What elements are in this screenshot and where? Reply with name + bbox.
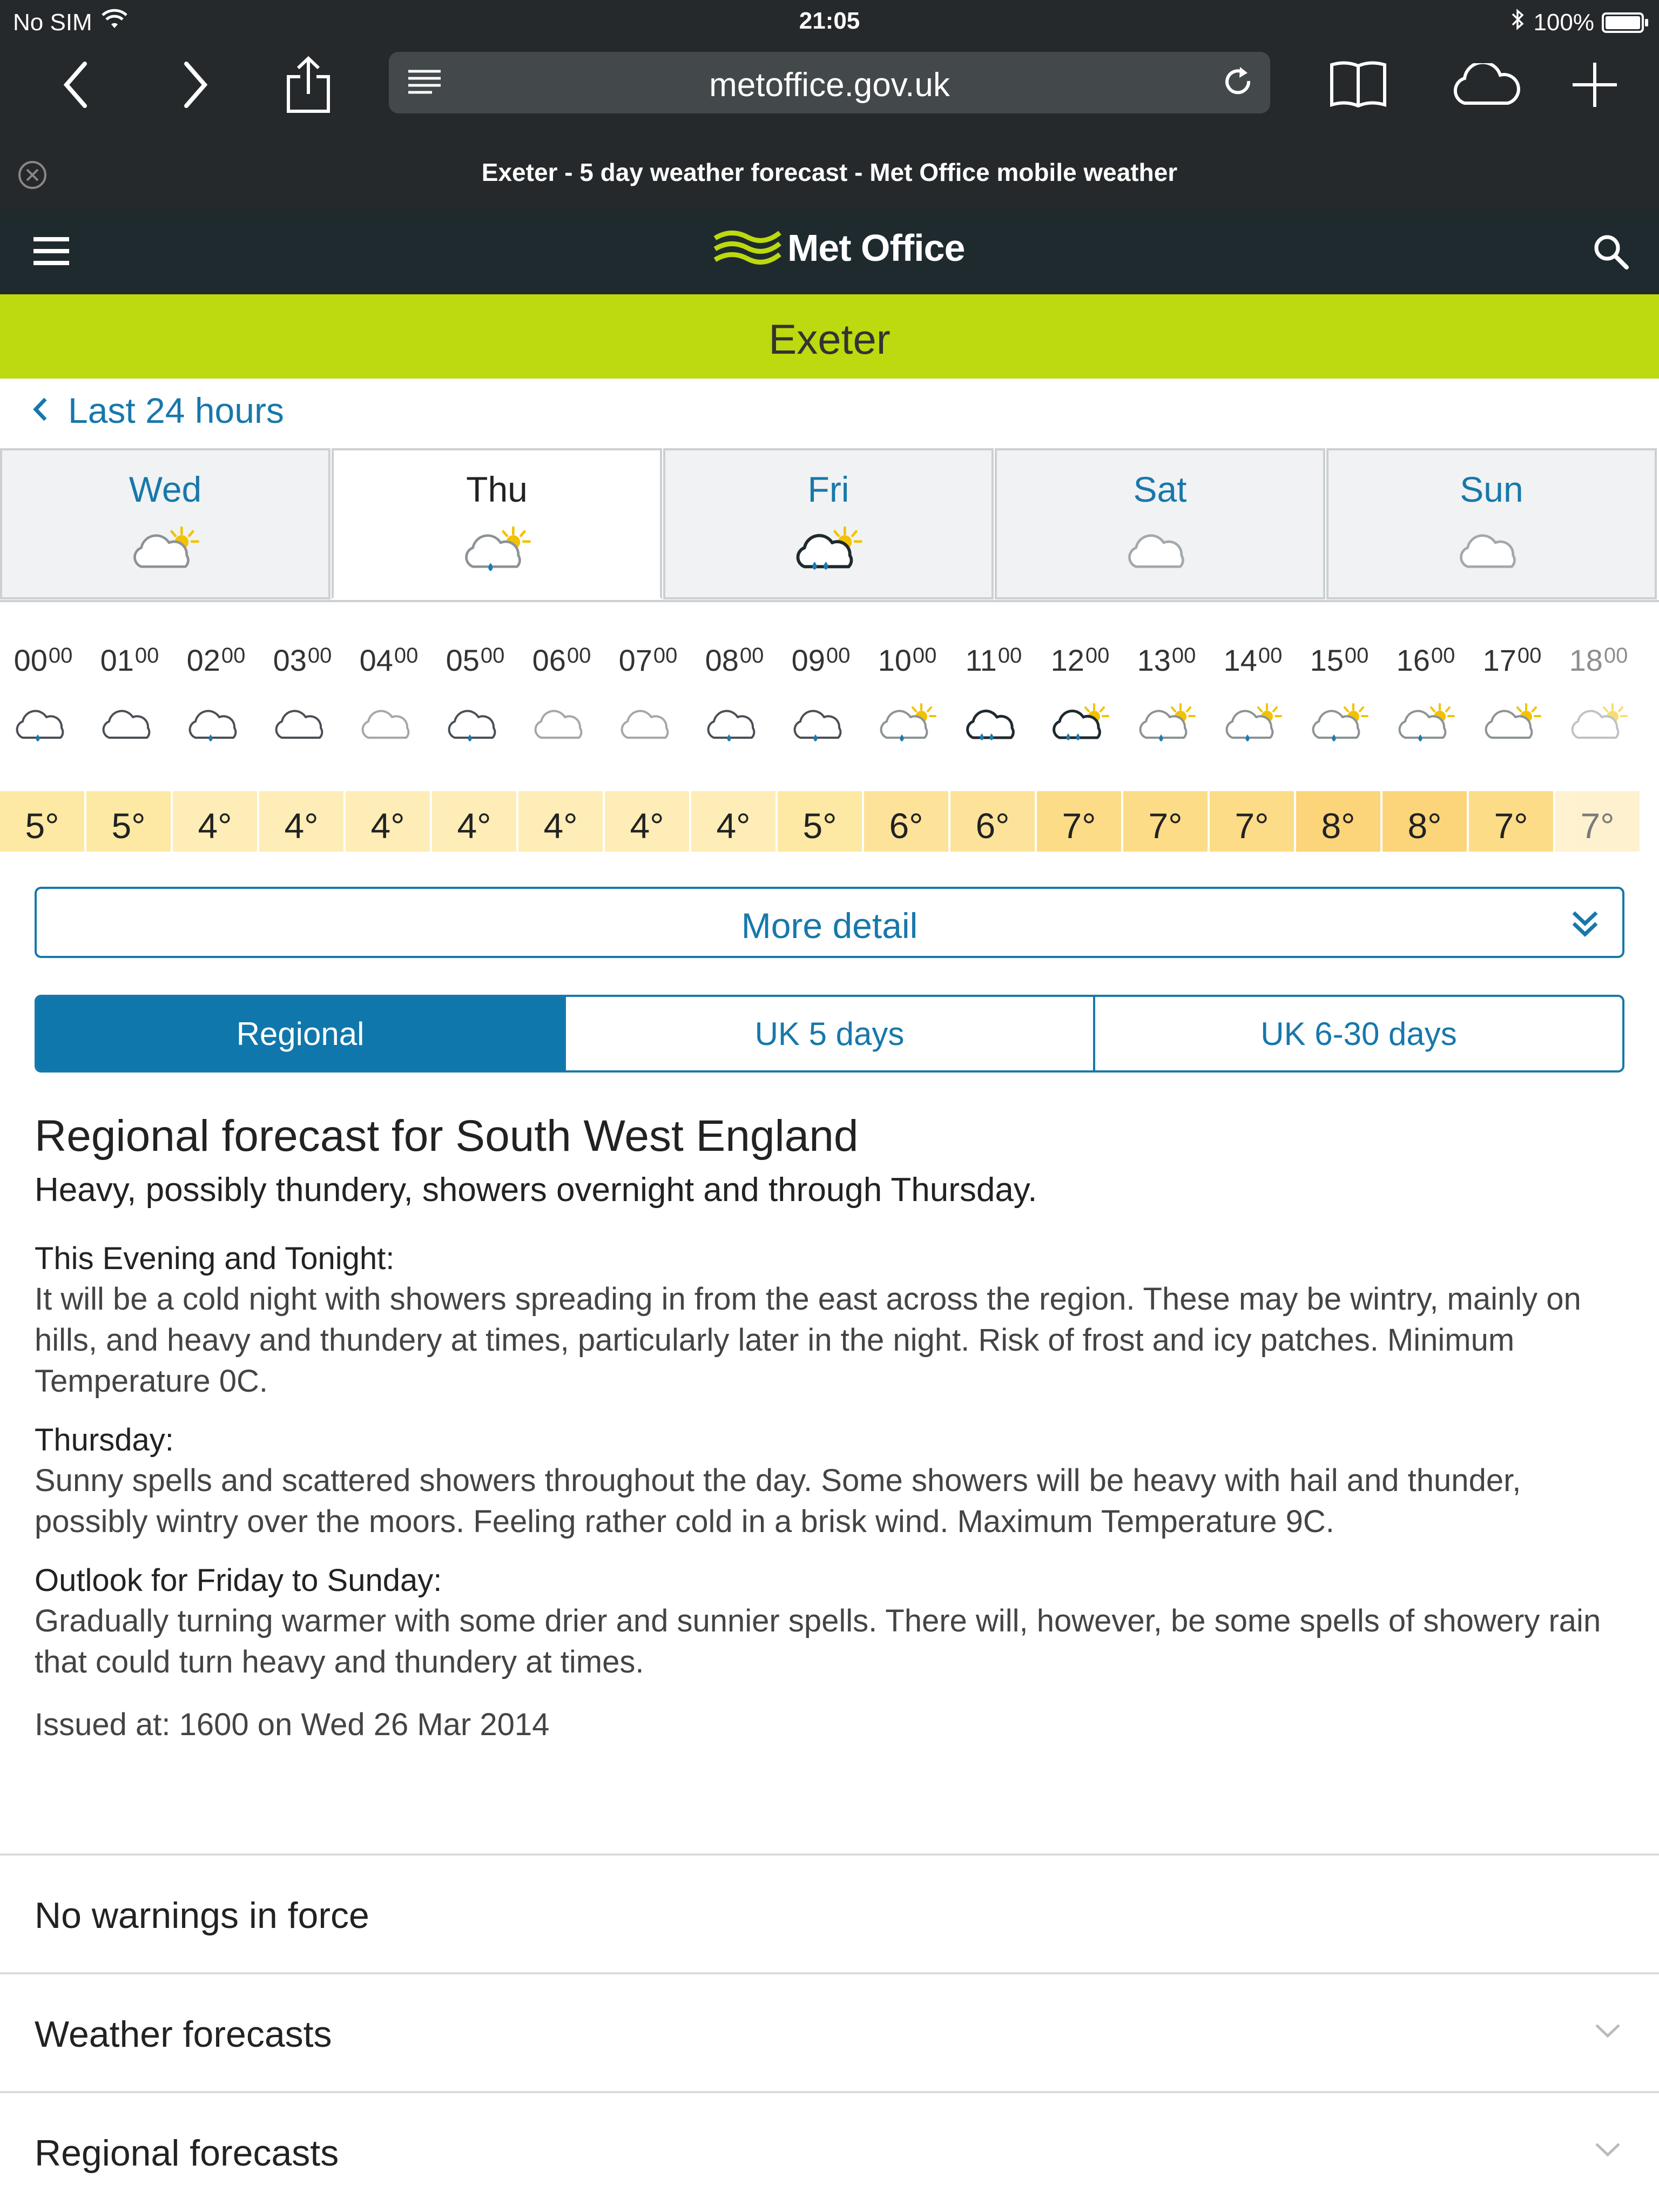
bluetooth-icon <box>1510 8 1526 37</box>
hour-temperature: 8° <box>1382 791 1467 852</box>
hour-value: 11 <box>965 643 997 677</box>
hour-value: 06 <box>532 643 566 677</box>
forecast-tab-uk-5-days[interactable]: UK 5 days <box>564 997 1093 1070</box>
list-item-label: Regional forecasts <box>35 2133 339 2174</box>
hour-weather-icon <box>1382 702 1469 745</box>
hour-value: 09 <box>791 643 825 677</box>
hour-weather-icon <box>691 702 778 745</box>
light-rain-icon <box>788 702 853 745</box>
minute-value: 00 <box>480 644 505 667</box>
section-title: This Evening and Tonight: <box>35 1241 395 1276</box>
hour-label <box>86 643 173 678</box>
hour-label <box>1037 643 1123 678</box>
hour-value: 16 <box>1396 643 1430 677</box>
minute-value: 00 <box>997 644 1022 667</box>
minute-value: 00 <box>567 644 591 667</box>
light-shower-day-icon <box>1307 702 1372 745</box>
more-detail-label: More detail <box>741 906 918 946</box>
battery-percent: 100% <box>1533 9 1594 36</box>
hour-temperature: 7° <box>1210 791 1294 852</box>
hour-value: 18 <box>1569 643 1603 677</box>
hour-value: 17 <box>1482 643 1516 677</box>
minute-value: 00 <box>653 644 678 667</box>
day-tab-label: Sat <box>1133 469 1187 509</box>
minute-value: 00 <box>1517 644 1542 667</box>
hour-weather-icon <box>1555 702 1642 745</box>
hour-label <box>950 643 1037 678</box>
hour-weather-icon <box>1037 702 1123 745</box>
carrier-label: No SIM <box>13 9 92 36</box>
hour-value: 13 <box>1137 643 1171 677</box>
hour-temperature: 7° <box>1123 791 1208 852</box>
browser-toolbar <box>0 45 1659 126</box>
day-tab-label: Wed <box>129 469 202 509</box>
hour-label <box>1469 643 1555 678</box>
hour-weather-icon <box>1469 702 1555 745</box>
logo-text: Met Office <box>787 227 965 269</box>
regional-forecast <box>35 1108 1624 1745</box>
hour-weather-icon <box>259 702 346 745</box>
cloudy-icon <box>529 702 594 745</box>
last-24-hours-link[interactable] <box>32 390 284 431</box>
hour-label <box>432 643 518 678</box>
day-tab-fri[interactable] <box>663 448 994 599</box>
hour-weather-icon <box>1210 702 1296 745</box>
list-item-regional-forecasts[interactable] <box>0 2091 1659 2210</box>
day-tab-icon <box>459 525 535 578</box>
day-tab-icon <box>127 525 203 578</box>
hour-temperature: 4° <box>605 791 689 852</box>
day-tab-label: Fri <box>807 469 849 509</box>
icloud-tabs-icon[interactable] <box>1447 55 1523 114</box>
hourly-times <box>0 643 1659 684</box>
hour-weather-icon <box>1123 702 1210 745</box>
day-tab-thu[interactable] <box>332 448 662 599</box>
met-office-wave-icon <box>713 227 782 268</box>
forecast-section <box>35 1239 1624 1402</box>
hour-label <box>778 643 864 678</box>
forecast-tab-uk-6-30-days[interactable]: UK 6-30 days <box>1093 997 1622 1070</box>
cloudy-icon <box>1454 525 1529 576</box>
battery-icon <box>1602 12 1644 33</box>
hour-value: 14 <box>1223 643 1257 677</box>
sunny-intervals-icon <box>1480 702 1545 745</box>
hour-value: 08 <box>705 643 739 677</box>
minute-value: 00 <box>221 644 246 667</box>
day-tabs-divider <box>0 600 1659 602</box>
hour-temperature: 8° <box>1296 791 1380 852</box>
hour-weather-icon <box>173 702 259 745</box>
hour-label <box>1555 643 1642 678</box>
heavy-shower-day-icon <box>1048 702 1112 745</box>
minute-value: 00 <box>307 644 332 667</box>
hour-value: 00 <box>14 643 48 677</box>
minute-value: 00 <box>48 644 73 667</box>
hour-label <box>0 643 86 678</box>
day-tab-label: Thu <box>466 469 528 509</box>
hour-temperature: 4° <box>691 791 775 852</box>
minute-value: 00 <box>1344 644 1369 667</box>
cloudy-icon <box>1122 525 1198 576</box>
hour-value: 04 <box>359 643 393 677</box>
hour-value: 07 <box>618 643 652 677</box>
regional-sections <box>35 1239 1624 1683</box>
day-tab-icon <box>791 525 866 578</box>
hour-label <box>691 643 778 678</box>
hour-weather-icon <box>950 702 1037 745</box>
list-item-weather-forecasts[interactable] <box>0 1972 1659 2091</box>
minute-value: 00 <box>826 644 851 667</box>
day-tabs <box>0 448 1659 602</box>
chevron-down-icon <box>1594 2142 1621 2161</box>
last-24-hours-label: Last 24 hours <box>68 390 284 430</box>
day-tab-label: Sun <box>1460 469 1523 509</box>
minute-value: 00 <box>912 644 937 667</box>
hour-temperature: 4° <box>518 791 603 852</box>
hour-label <box>346 643 432 678</box>
location-name: Exeter <box>768 315 891 363</box>
hour-value: 02 <box>186 643 220 677</box>
light-shower-day-icon <box>1393 702 1458 745</box>
hour-temperature: 5° <box>778 791 862 852</box>
hour-weather-icon <box>86 702 173 745</box>
hour-value: 03 <box>273 643 307 677</box>
minute-value: 00 <box>1171 644 1196 667</box>
list-item-label: No warnings in force <box>35 1895 369 1936</box>
minute-value: 00 <box>1085 644 1110 667</box>
list-item-label: Weather forecasts <box>35 2014 332 2055</box>
hour-label <box>605 643 691 678</box>
chevron-down-icon <box>1594 2023 1621 2042</box>
hour-value: 10 <box>878 643 912 677</box>
light-rain-icon <box>184 702 248 745</box>
back-icon[interactable] <box>46 55 106 114</box>
light-shower-day-icon <box>1220 702 1285 745</box>
tab-title[interactable]: Exeter - 5 day weather forecast - Met Office mobile weather <box>481 158 1178 186</box>
search-icon[interactable] <box>1592 233 1630 273</box>
section-title: Thursday: <box>35 1422 174 1458</box>
hour-label <box>1123 643 1210 678</box>
more-detail-button[interactable] <box>35 887 1624 958</box>
address-bar[interactable] <box>389 52 1270 113</box>
list-item-no-warnings-in-force[interactable] <box>0 1853 1659 1972</box>
forecast-section <box>35 1420 1624 1542</box>
hourly-temperatures <box>0 791 1659 852</box>
hour-weather-icon <box>432 702 518 745</box>
browser-chrome <box>0 0 1659 209</box>
hour-label <box>1382 643 1469 678</box>
forecast-section <box>35 1561 1624 1683</box>
hour-temperature: 6° <box>950 791 1035 852</box>
hour-temperature: 5° <box>0 791 84 852</box>
hour-weather-icon <box>605 702 691 745</box>
day-tab-icon <box>1454 525 1529 578</box>
hour-label <box>259 643 346 678</box>
hamburger-menu-icon[interactable] <box>32 236 70 269</box>
hour-temperature: 5° <box>86 791 171 852</box>
hour-label <box>1210 643 1296 678</box>
sunny-intervals-icon <box>1566 702 1631 745</box>
forward-icon[interactable] <box>165 55 225 114</box>
hour-temperature: 7° <box>1555 791 1640 852</box>
hour-weather-icon <box>346 702 432 745</box>
met-office-logo[interactable] <box>713 226 965 269</box>
hour-temperature: 4° <box>346 791 430 852</box>
light-shower-day-icon <box>459 525 535 576</box>
hour-weather-icon <box>518 702 605 745</box>
issued-at: Issued at: 1600 on Wed 26 Mar 2014 <box>35 1707 550 1742</box>
cloudy-icon <box>616 702 680 745</box>
heavy-rain-icon <box>961 702 1026 745</box>
hour-weather-icon <box>864 702 950 745</box>
day-tab-icon <box>1122 525 1198 578</box>
section-text: Gradually turning warmer with some drier and sunnier spells. There will, however, be some spells of showery rain that could turn heavy and thundery at times. <box>35 1603 1601 1680</box>
day-tab-sat[interactable] <box>995 448 1325 599</box>
tab-bar <box>0 145 1659 204</box>
status-time: 21:05 <box>799 8 860 34</box>
minute-value: 00 <box>739 644 764 667</box>
hour-value: 01 <box>100 643 134 677</box>
day-tab-wed[interactable] <box>0 448 331 599</box>
minute-value: 00 <box>1603 644 1628 667</box>
bookmarks-icon[interactable] <box>1328 55 1388 114</box>
hour-temperature: 7° <box>1037 791 1121 852</box>
hour-label <box>864 643 950 678</box>
section-title: Outlook for Friday to Sunday: <box>35 1563 442 1598</box>
url-text: metoffice.gov.uk <box>709 66 950 104</box>
light-rain-icon <box>702 702 767 745</box>
hour-temperature: 4° <box>432 791 516 852</box>
section-text: It will be a cold night with showers spreading in from the east across the region. These may be wintry, mainly on hills, and heavy and thundery at times, particularly later in the night. Risk of frost and icy patches. Minimum Temperature 0C. <box>35 1282 1581 1399</box>
hour-weather-icon <box>778 702 864 745</box>
info-list <box>0 1853 1659 2210</box>
day-tab-sun[interactable] <box>1326 448 1657 599</box>
chevron-left-icon <box>32 390 49 431</box>
hour-temperature: 7° <box>1469 791 1553 852</box>
minute-value: 00 <box>394 644 419 667</box>
minute-value: 00 <box>1431 644 1455 667</box>
light-shower-day-icon <box>1134 702 1199 745</box>
hour-value: 15 <box>1310 643 1344 677</box>
double-chevron-down-icon <box>1572 909 1599 940</box>
overcast-icon <box>270 702 335 745</box>
hour-temperature: 6° <box>864 791 948 852</box>
minute-value: 00 <box>1258 644 1283 667</box>
share-icon[interactable] <box>279 55 338 114</box>
light-rain-icon <box>11 702 76 745</box>
minute-value: 00 <box>134 644 159 667</box>
hour-weather-icon <box>1296 702 1382 745</box>
cloudy-icon <box>356 702 421 745</box>
reload-icon[interactable] <box>1222 66 1255 102</box>
hour-temperature: 4° <box>259 791 343 852</box>
section-text: Sunny spells and scattered showers throughout the day. Some showers will be heavy with hail and thunder, possibly wintry over the moors. Feeling rather cold in a brisk wind. Maximum Temperature 9C. <box>35 1463 1521 1539</box>
hour-label <box>1296 643 1382 678</box>
status-bar <box>0 0 1659 45</box>
site-header <box>0 209 1659 294</box>
hour-temperature: 4° <box>173 791 257 852</box>
regional-title: Regional forecast for South West England <box>35 1111 859 1161</box>
forecast-tab-regional[interactable]: Regional <box>37 997 564 1070</box>
heavy-shower-day-icon <box>791 525 866 576</box>
overcast-icon <box>97 702 162 745</box>
location-banner <box>0 294 1659 379</box>
regional-summary: Heavy, possibly thundery, showers overnight and through Thursday. <box>35 1171 1037 1209</box>
light-shower-day-icon <box>875 702 940 745</box>
hour-label <box>173 643 259 678</box>
hour-label <box>518 643 605 678</box>
new-tab-icon[interactable] <box>1565 55 1624 114</box>
hour-weather-icon <box>0 702 86 745</box>
sunny-intervals-icon <box>127 525 203 576</box>
light-rain-icon <box>443 702 508 745</box>
hour-value: 12 <box>1050 643 1084 677</box>
forecast-type-tabs <box>35 995 1624 1073</box>
hour-value: 05 <box>446 643 480 677</box>
hourly-weather-icons <box>0 702 1659 761</box>
